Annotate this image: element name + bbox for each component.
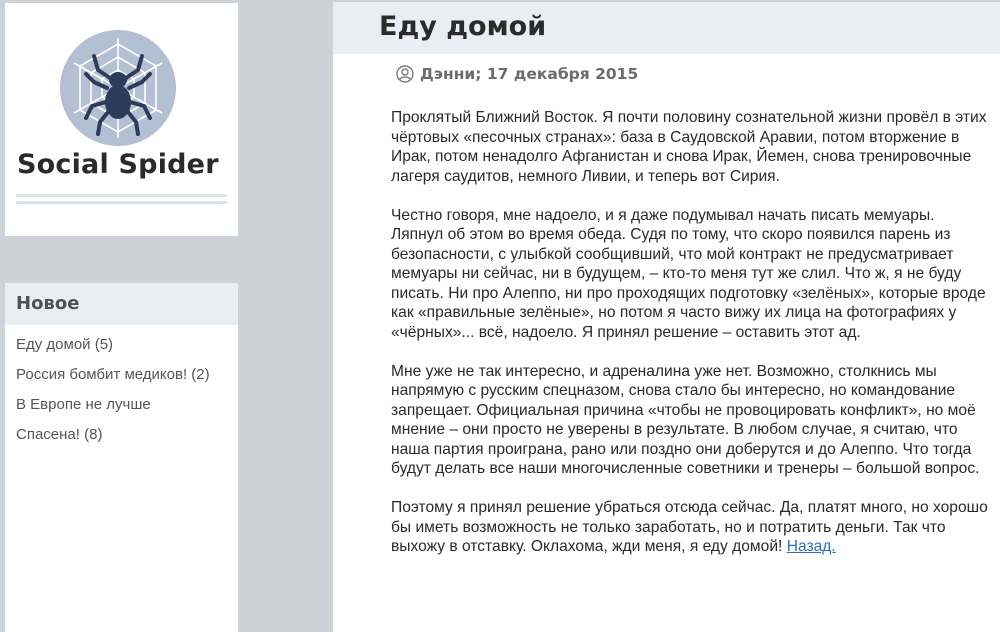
sidebar-item-spasena[interactable]: Спасена! (8) <box>16 426 103 443</box>
sidebar-heading: Новое <box>5 283 238 325</box>
sidebar-item-rossiya-bombit[interactable]: Россия бомбит медиков! (2) <box>16 366 210 383</box>
site-logo-text: Social Spider <box>17 149 219 180</box>
logo-divider <box>16 201 227 204</box>
sidebar-item-edu-domoy[interactable]: Еду домой (5) <box>16 336 114 353</box>
logo-card <box>5 3 238 236</box>
main-content <box>333 2 1000 632</box>
user-circle-icon <box>396 65 414 83</box>
post-body <box>391 108 991 576</box>
sidebar-list <box>5 325 238 450</box>
back-link[interactable]: Назад. <box>786 538 836 555</box>
post-paragraph-text: Поэтому я принял решение убраться отсюда сейчас. Да, платят много, но хорошо бы иметь возможность не только заработать, но и потратить деньги. Так что выхожу в отставку. Оклахома, жди меня, я еду домой! <box>391 499 988 555</box>
post-author-date: Дэнни; 17 декабря 2015 <box>420 65 639 83</box>
post-meta <box>396 62 638 86</box>
logo-divider <box>16 194 227 197</box>
spider-web-icon <box>60 30 176 146</box>
post-paragraph: Мне уже не так интересно, и адреналина уже нет. Возможно, столкнись мы напрямую с русским спецназом, снова стало бы интересно, но командование запрещает. Официальная причина «чтобы не провоцировать конфликт», но моё мнение – они просто не уверены в результате. В любом случае, я считаю, что наша партия проиграна, рано или поздно они доберутся и до Алеппо. Что тогда будут делать все наши многочисленные советники и тренеры – большой вопрос. <box>391 362 980 477</box>
post-paragraph: Проклятый Ближний Восток. Я почти половину сознательной жизни провёл в этих чёртовых «песочных странах»: база в Саудовской Аравии, потом вторжение в Ирак, потом ненадолго Афганистан и снова Ирак, Йемен, снова тренировочные лагеря саудитов, немного Ливии, и теперь вот Сирия. <box>391 109 987 185</box>
sidebar-nav <box>5 283 238 632</box>
post-title: Еду домой <box>333 2 1000 54</box>
post-paragraph: Честно говоря, мне надоело, и я даже подумывал начать писать мемуары. Ляпнул об этом во время обеда. Судя по тому, что скоро появился парень из безопасности, с улыбкой сообщивший, что мой контракт не предусматривает мемуары ни сейчас, ни в будущем, – кто-то меня тут же слил. Что ж, я не буду писать. Ни про Алеппо, ни про проходящих подготовку «зелёных», которые вроде как «правильные зелёные», но потом я часто вижу их лица на фотографиях у «чёрных»... всё, надоело. Я принял решение – оставить этот ад. <box>391 206 986 341</box>
post-paragraph-last <box>391 498 991 557</box>
sidebar-item-v-evrope[interactable]: В Европе не лучше <box>16 396 151 413</box>
